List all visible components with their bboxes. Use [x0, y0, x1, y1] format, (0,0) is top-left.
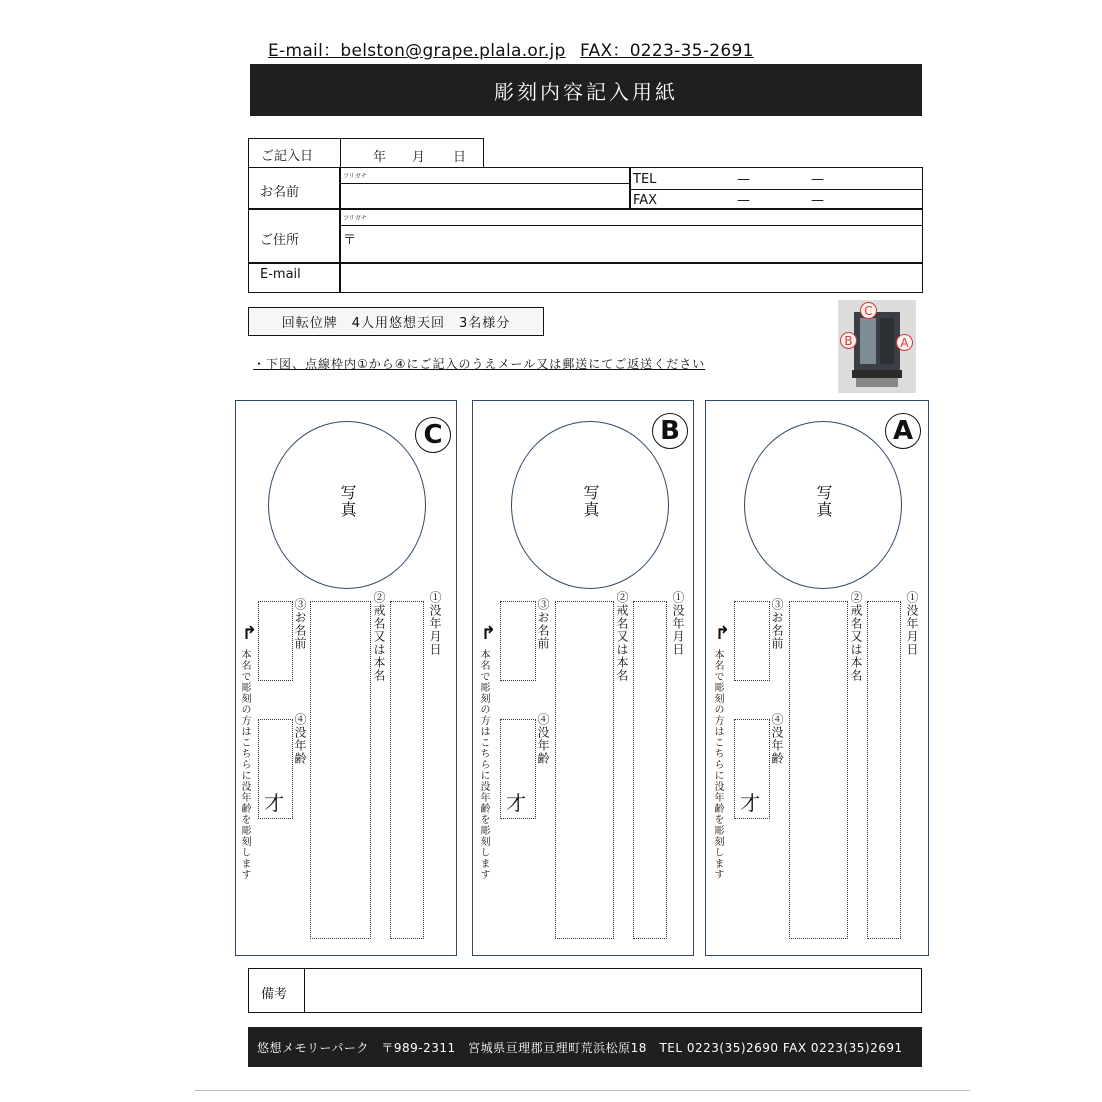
field-kaimyo-label: ②戒名又は本名 [849, 591, 863, 682]
fax-input[interactable] [662, 191, 920, 208]
age-box[interactable] [500, 719, 536, 819]
email-input[interactable] [342, 265, 920, 291]
fax-label: FAX [633, 193, 658, 208]
contact-email[interactable]: E-mail：belston@grape.plala.or.jp [268, 41, 566, 61]
tel-label: TEL [633, 172, 657, 187]
field-death-date-label: ①没年月日 [428, 591, 442, 656]
photo-label: 写真 [581, 484, 600, 518]
death-date-box[interactable] [867, 601, 901, 939]
field-age-label: ④没年齢 [770, 713, 784, 765]
name-label: お名前 [260, 185, 300, 200]
name-box[interactable] [500, 601, 536, 681]
tel-input[interactable] [662, 169, 920, 188]
product-thumbnail [838, 300, 916, 393]
field-name-label: ③お名前 [770, 598, 784, 650]
field-age-label: ④没年齢 [293, 713, 307, 765]
remarks-label: 備考 [261, 987, 288, 1002]
name-box[interactable] [734, 601, 770, 681]
death-date-box[interactable] [633, 601, 667, 939]
name-input[interactable] [342, 185, 626, 207]
email-label: E-mail [260, 267, 301, 282]
age-note: 本名で彫刻の方はこちらに没年齢を彫刻します [712, 649, 723, 880]
fax-dash-2: — [811, 193, 824, 208]
photo-area[interactable] [744, 421, 902, 589]
kaimyo-box[interactable] [789, 601, 848, 939]
footer-address: 悠想メモリーパーク 〒989-2311 宮城県亘理郡亘理町荒浜松原18 TEL 0223(35)2690 FAX 0223(35)2691 [248, 1027, 922, 1067]
photo-label: 写真 [814, 484, 833, 518]
age-unit: 才 [264, 791, 284, 815]
kaimyo-box[interactable] [310, 601, 371, 939]
field-name-label: ③お名前 [536, 598, 550, 650]
age-box[interactable] [258, 719, 293, 819]
postal-mark: 〒 [343, 233, 357, 248]
fax-dash-1: — [737, 193, 750, 208]
field-kaimyo-label: ②戒名又は本名 [615, 591, 629, 682]
panel-c [235, 400, 457, 956]
panel-letter: B [652, 413, 688, 449]
panel-letter: C [415, 417, 451, 453]
date-month: 月 [412, 150, 426, 165]
arrow-icon: ↱ [242, 623, 258, 644]
page-title: 彫刻内容記入用紙 [250, 64, 922, 116]
date-year: 年 [373, 150, 387, 165]
death-date-box[interactable] [390, 601, 424, 939]
contact-fax: FAX：0223-35-2691 [580, 41, 754, 61]
date-day: 日 [453, 150, 467, 165]
address-label: ご住所 [260, 233, 300, 248]
date-label-cell [248, 138, 342, 168]
field-kaimyo-label: ②戒名又は本名 [372, 591, 386, 682]
remarks-label-cell [248, 968, 306, 1013]
field-name-label: ③お名前 [293, 598, 307, 650]
panel-letter: A [885, 413, 921, 449]
scan-edge [195, 1090, 970, 1091]
field-death-date-label: ①没年月日 [671, 591, 685, 656]
age-unit: 才 [506, 791, 526, 815]
panel-b [472, 400, 694, 956]
name-furigana-label: フリガナ [343, 173, 367, 180]
age-box[interactable] [734, 719, 770, 819]
product-label: 回転位牌 4人用悠想天回 3名様分 [248, 307, 544, 336]
name-box[interactable] [258, 601, 293, 681]
age-note: 本名で彫刻の方はこちらに没年齢を彫刻します [478, 649, 489, 880]
date-field[interactable] [340, 138, 484, 168]
thumb-label-b: B [840, 332, 857, 349]
photo-label: 写真 [338, 484, 357, 518]
age-unit: 才 [740, 791, 760, 815]
thumb-label-a: A [896, 334, 913, 351]
photo-area[interactable] [511, 421, 669, 589]
date-label: ご記入日 [261, 149, 314, 164]
instruction-text: ・下図、点線枠内①から④にご記入のうえメール又は郵送にてご返送ください [253, 357, 706, 371]
tel-dash-2: — [811, 172, 824, 187]
photo-area[interactable] [268, 421, 426, 589]
address-furigana-label: フリガナ [343, 215, 367, 222]
thumb-label-c: C [860, 302, 877, 319]
field-age-label: ④没年齢 [536, 713, 550, 765]
panel-a [705, 400, 929, 956]
arrow-icon: ↱ [481, 623, 497, 644]
kaimyo-box[interactable] [555, 601, 614, 939]
remarks-input[interactable] [304, 968, 922, 1013]
field-death-date-label: ①没年月日 [905, 591, 919, 656]
address-input[interactable] [342, 227, 920, 260]
age-note: 本名で彫刻の方はこちらに没年齢を彫刻します [239, 649, 250, 880]
arrow-icon: ↱ [715, 623, 731, 644]
tel-dash-1: — [737, 172, 750, 187]
